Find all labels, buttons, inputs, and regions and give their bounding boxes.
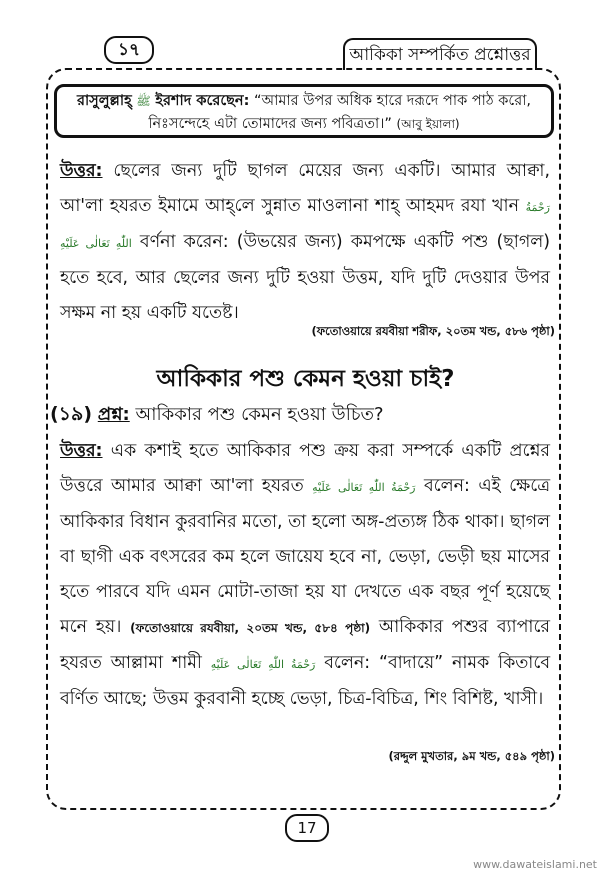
answer2-text-c: আকিকার পশুর ব্যাপারে হযরত আল্লামা শামী	[60, 617, 550, 673]
page-number: 17	[285, 814, 329, 842]
question-label: প্রশ্ন:	[97, 404, 130, 425]
salutation-icon: ﷺ	[136, 94, 151, 108]
section-heading: আকিকার পশু কেমন হওয়া চাই?	[156, 366, 455, 392]
answer1-text-a: ছেলের জন্য দুটি ছাগল মেয়ের জন্য একটি। আমার আক্বা, আ'লা হযরত ইমামে আহ্‌লে সুন্নাত মাওলানা শাহ্ আহমদ রযা খান	[60, 161, 550, 216]
answer-label: উত্তর:	[60, 441, 103, 461]
page-number-bengali: ১৭	[104, 36, 154, 64]
answer2-text-b: বলেন: এই ক্ষেত্রে আকিকার বিধান কুরবানির মতো, তা হলো অঙ্গ-প্রত্যঙ্গ ঠিক থাকা। ছাগল বা ছাগী এক বৎসরের কম হলে জায়েয হবে না, ভেড়া, ভেড়ী ছয় মাসের হতে পারবে যদি এমন মোটা-তাজা হয় যা দেখতে এক বছর পূর্ণ হয়েছে মনে হয়।	[60, 476, 550, 637]
durood-notice-box	[54, 84, 554, 138]
answer2-text-d: বলেন: “বাদায়ে” নামক কিতাবে বর্ণিত আছে; উত্তম কুরবানী হচ্ছে ভেড়া, চিত্র-বিচিত্র, শিং বিশিষ্ট, খাসী।	[60, 653, 550, 709]
answer2-reference: (রদ্দুল মুখতার, ৯ম খন্ড, ৫৪৯ পৃষ্ঠা)	[388, 749, 555, 763]
duaa-arabic: رَحْمَةُ اللّٰهِ تَعَالٰی عَلَیْهِ	[312, 481, 416, 494]
answer-paragraph-1	[60, 154, 550, 331]
answer-label: উত্তর:	[60, 161, 103, 181]
notice-source: (আবু ইয়ালা)	[396, 117, 460, 131]
question-19	[50, 400, 384, 432]
duaa-arabic: رَحْمَةُ اللّٰهِ تَعَالٰی عَلَیْهِ	[60, 201, 550, 250]
answer2-text-a: এক কশাই হতে আকিকার পশু ক্রয় করা সম্পর্কে একটি প্রশ্নের উত্তরে আমার আক্বা আ'লা হযরত	[60, 441, 550, 496]
website-watermark: www.dawateislami.net	[473, 858, 597, 871]
answer1-reference: (ফতোওয়ায়ে রযবীয়া শরীফ, ২০তম খন্ড, ৫৮৬ পৃষ্ঠা)	[311, 324, 555, 338]
question-number: (১৯)	[50, 403, 93, 425]
question-text: আকিকার পশু কেমন হওয়া উচিত?	[129, 404, 384, 425]
inline-reference: (ফতোওয়ায়ে রযবীয়া, ২০তম খন্ড, ৫৮৪ পৃষ্ঠা)	[130, 621, 371, 635]
notice-lead: ইরশাদ করেছেন:	[155, 93, 250, 109]
duaa-arabic: رَحْمَةُ اللّٰهِ تَعَالٰی عَلَیْهِ	[210, 658, 316, 671]
answer1-text-b: বর্ণনা করেন: (উভয়ের জন্য) কমপক্ষে একটি পশু (ছাগল) হতে হবে, আর ছেলের জন্য দুটি হওয়া উত্তম, যদি দুটি দেওয়ার উপর সক্ষম না হয় একটি যতেষ্ট।	[60, 232, 550, 323]
answer-paragraph-2	[60, 434, 550, 717]
running-header-title: আকিকা সম্পর্কিত প্রশ্নোত্তর	[343, 38, 537, 70]
notice-prefix: রাসুলুল্লাহ্	[76, 93, 132, 109]
notice-quote: “আমার উপর অধিক হারে দরূদে পাক পাঠ করো, নিঃসন্দেহে এটা তোমাদের জন্য পবিত্রতা।”	[148, 93, 532, 132]
